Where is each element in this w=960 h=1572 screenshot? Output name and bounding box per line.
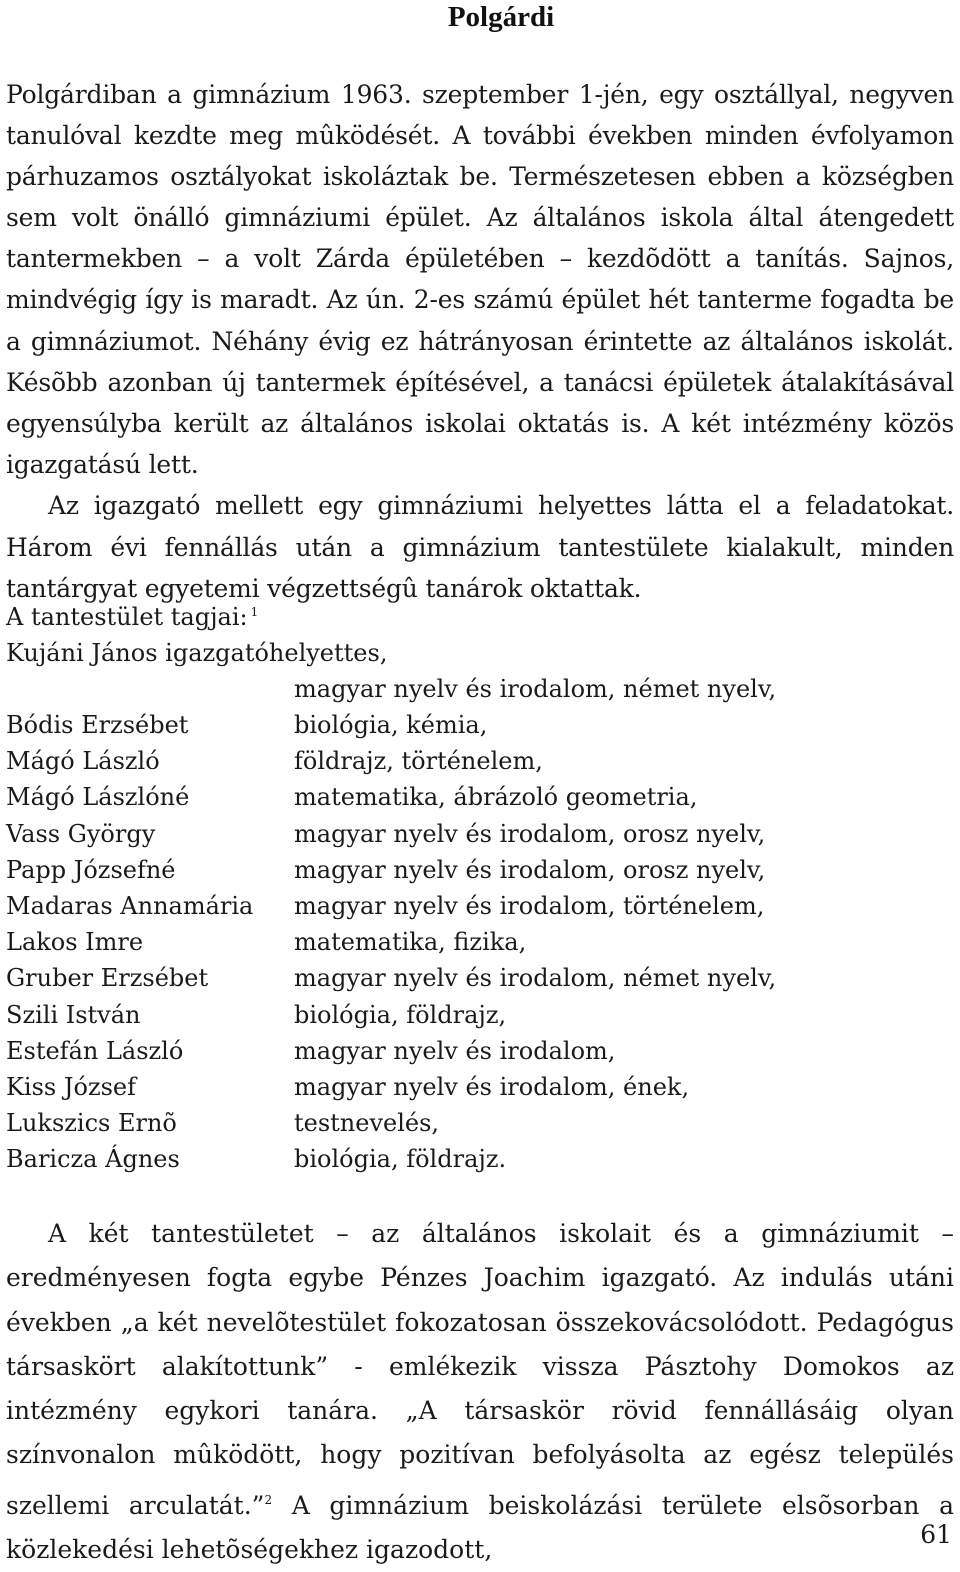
- staff-name: Vass György: [6, 819, 156, 848]
- staff-name: Bódis Erzsébet: [6, 711, 189, 739]
- staff-row: [6, 1069, 906, 1105]
- staff-row: [6, 1141, 906, 1177]
- staff-name: Lukszics Ernõ: [6, 1109, 177, 1138]
- staff-subject: matematika, ábrázoló geometria,: [294, 783, 698, 812]
- staff-name: Lakos Imre: [6, 928, 144, 957]
- footnote-marker-2: 2: [264, 1492, 273, 1507]
- footnote-marker-1: 1: [250, 605, 259, 619]
- staff-list: [6, 707, 906, 1177]
- staff-subject: magyar nyelv és irodalom, ének,: [294, 1072, 690, 1101]
- staff-subject: földrajz, történelem,: [294, 747, 543, 776]
- staff-row: [6, 743, 906, 779]
- staff-row: [6, 997, 906, 1033]
- closing-paragraph-text: A két tantestületet – az általános iskolait és a gimnáziumit – eredményesen fogta egybe Pénzes Joachim igazgató. Az indulás utáni években „a két nevelõtestület fokozatosan összekovácsolódott. Pedagógus társaskört alakítottunk” - emlékezik vissza Pásztohy Domokos az intézmény egykori tanára. „A társaskör rövid fennállásáig olyan színvonalon mûködött, hogy pozitívan befolyásolta az egész település szellemi arculatát.”: [6, 1219, 954, 1520]
- staff-name: Gruber Erzsébet: [6, 964, 209, 993]
- staff-subject: magyar nyelv és irodalom, történelem,: [294, 891, 765, 920]
- staff-name: Madaras Annamária: [6, 891, 254, 920]
- staff-row: [6, 1033, 906, 1069]
- staff-name: Baricza Ágnes: [6, 1145, 180, 1174]
- closing-paragraph: [6, 1212, 954, 1572]
- staff-name: Kiss József: [6, 1072, 136, 1101]
- staff-name: Papp Józsefné: [6, 855, 176, 884]
- staff-subject: biológia, földrajz,: [294, 1000, 507, 1029]
- staff-row: [6, 1105, 906, 1141]
- staff-row: [6, 779, 906, 815]
- staff-subject: magyar nyelv és irodalom, orosz nyelv,: [294, 819, 766, 848]
- staff-subject: magyar nyelv és irodalom, német nyelv,: [294, 964, 777, 993]
- staff-row: [6, 960, 906, 996]
- intro-paragraph: [6, 74, 954, 485]
- staff-name: Szili István: [6, 1000, 141, 1029]
- page-number: 61: [920, 1520, 952, 1549]
- deputy-paragraph: [6, 485, 954, 610]
- deputy-paragraph-text: Az igazgató mellett egy gimnáziumi helyettes látta el a feladatokat. Három évi fennállás után a gimnázium tantestülete kialakult, minden tantárgyat egyetemi végzettségû tanárok oktattak.: [6, 491, 954, 603]
- intro-paragraph-text: Polgárdiban a gimnázium 1963. szeptember 1-jén, egy osztállyal, negyven tanulóval kezdte meg mûködését. A további években minden évfolyamon párhuzamos osztályokat iskoláztak be. Természetesen ebben a községben sem volt önálló gimnáziumi épület. Az általános iskola által átengedett tantermekben – a volt Zárda épületében – kezdõdött a tanítás. Sajnos, mindvégig így is maradt. Az ún. 2-es számú épület hét tanterme fogadta be a gimnáziumot. Néhány évig ez hátrányosan érintette az általános iskolát. Késõbb azonban új tantermek építésével, a tanácsi épületek átalakításával egyensúlyba került az általános iskolai oktatás is. A két intézmény közös igazgatású lett.: [6, 80, 954, 479]
- page-title: Polgárdi: [447, 1, 555, 33]
- staff-row: [6, 852, 906, 888]
- staff-subject: magyar nyelv és irodalom,: [294, 1036, 616, 1065]
- staff-subject: testnevelés,: [294, 1109, 440, 1138]
- staff-name: Mágó Lászlóné: [6, 783, 190, 812]
- deputy-head-subject: magyar nyelv és irodalom, német nyelv,: [294, 675, 777, 703]
- staff-subject: matematika, fizika,: [294, 928, 527, 957]
- staff-name: Estefán László: [6, 1036, 184, 1065]
- staff-name: Mágó László: [6, 747, 160, 776]
- deputy-head-name: Kujáni János igazgatóhelyettes,: [6, 639, 388, 667]
- staff-heading-text: A tantestület tagjai:: [6, 603, 248, 631]
- closing-paragraph-continuation: A gimnázium beiskolázási területe elsõsorban a közlekedési lehetõségekhez igazodott,: [6, 1490, 954, 1565]
- staff-subject: biológia, kémia,: [294, 711, 488, 739]
- staff-row: [6, 924, 906, 960]
- staff-row: [6, 888, 906, 924]
- staff-heading: [6, 594, 258, 635]
- staff-subject: magyar nyelv és irodalom, orosz nyelv,: [294, 855, 766, 884]
- staff-row: [6, 816, 906, 852]
- staff-subject: biológia, földrajz.: [294, 1145, 507, 1174]
- staff-row: [6, 707, 906, 743]
